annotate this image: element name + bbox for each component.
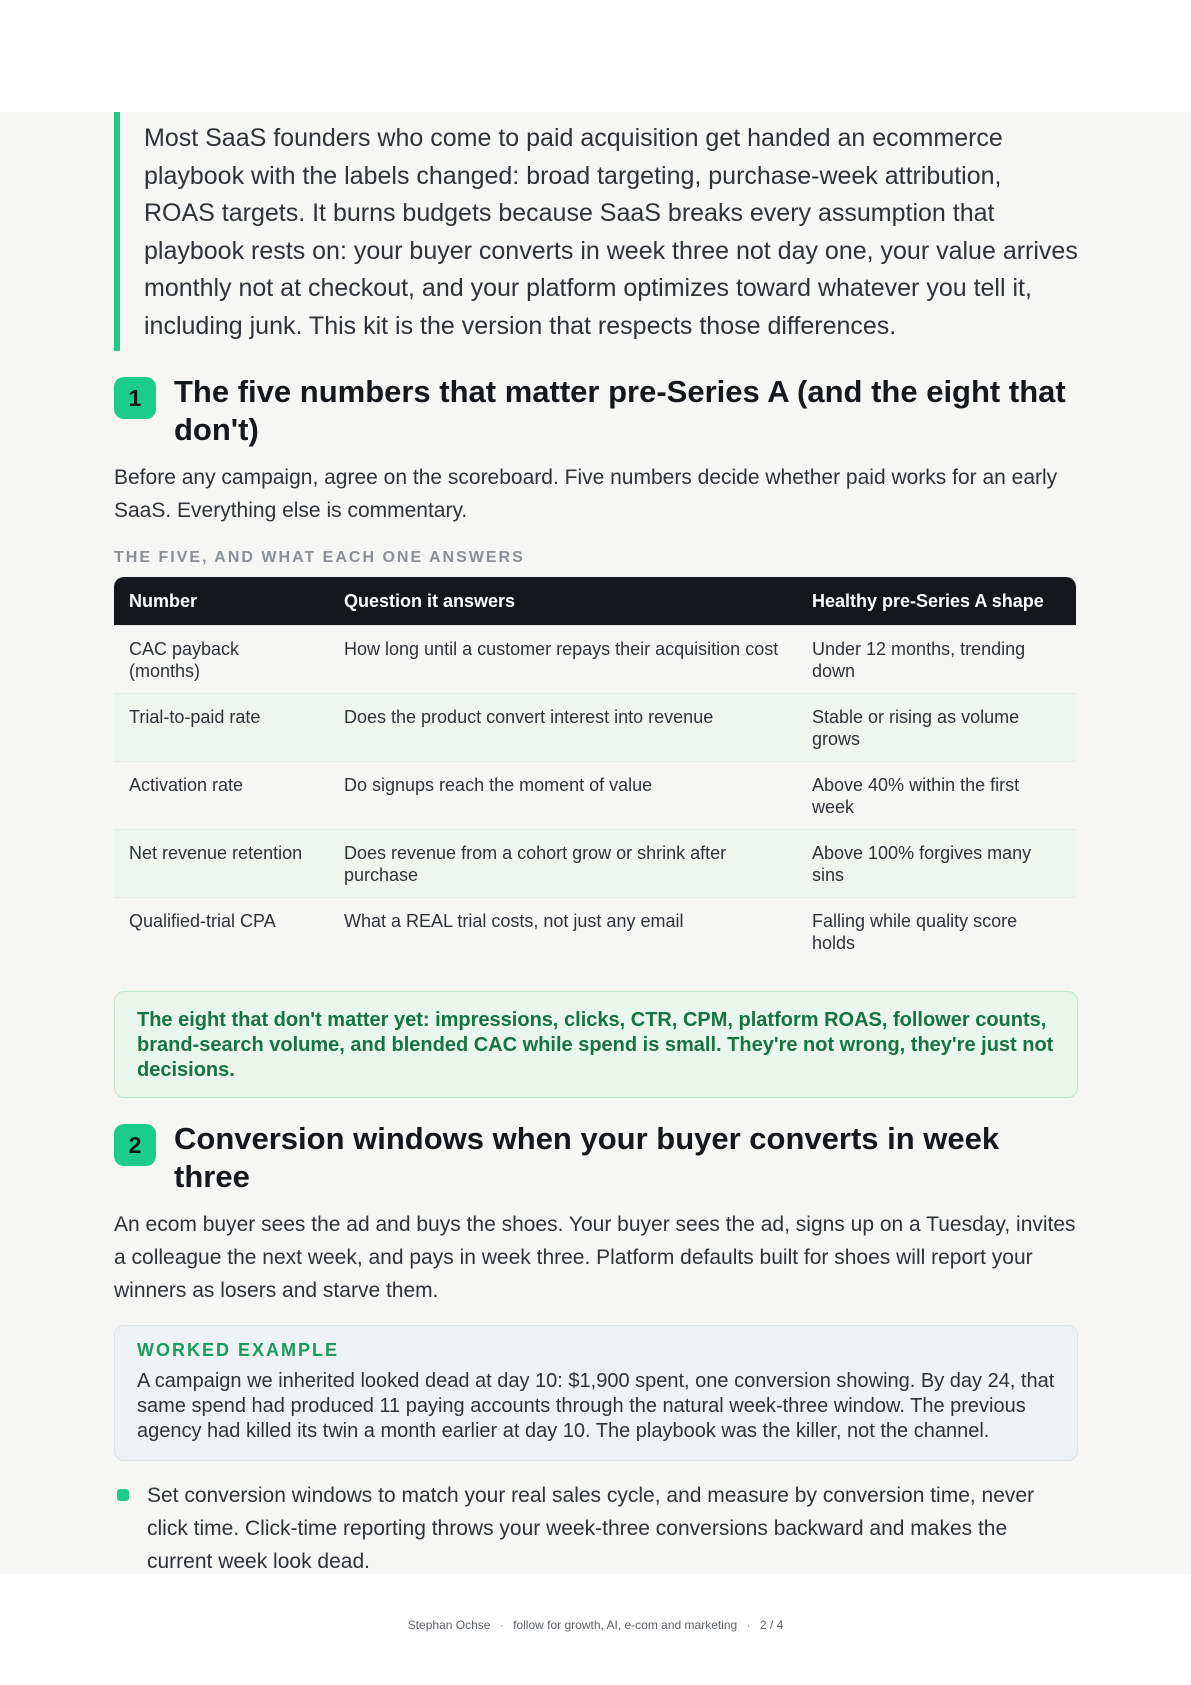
table-cell: How long until a customer repays their acquisition cost — [329, 626, 797, 694]
section-title: The five numbers that matter pre-Series A (and the eight that don't) — [174, 374, 1066, 447]
table-row — [114, 762, 1076, 830]
bullet-text: Set conversion windows to match your real sales cycle, and measure by conversion time, never click time. Click-time reporting throws your week-three conversions backward and makes the current week look dead. — [147, 1484, 1035, 1573]
intro-quote: Most SaaS founders who come to paid acquisition get handed an ecommerce playbook with the labels changed: broad targeting, purchase-week attribution, ROAS targets. It burns budgets because SaaS breaks every assumption that playbook rests on: your buyer converts in week three not day one, your value arrives monthly not at checkout, and your platform optimizes toward whatever you tell it, including junk. This kit is the version that respects those differences. — [114, 112, 1078, 351]
table-cell: Falling while quality score holds — [797, 898, 1076, 966]
table-cell: Above 40% within the first week — [797, 762, 1076, 830]
worked-example-text: A campaign we inherited looked dead at day 10: $1,900 spent, one conversion showing. By day 24, that same spend had produced 11 paying accounts through the natural week-three window. The previous agency had killed its twin a month earlier at day 10. The playbook was the killer, not the channel. — [137, 1370, 1055, 1442]
table-row — [114, 694, 1076, 762]
worked-example-label: WORKED EXAMPLE — [137, 1340, 340, 1360]
table-row — [114, 898, 1076, 966]
bullet-square-icon — [117, 1489, 129, 1501]
table-cell: Does the product convert interest into revenue — [329, 694, 797, 762]
column-header: Question it answers — [329, 577, 797, 626]
list-item — [114, 1479, 1078, 1578]
section-1-body: Before any campaign, agree on the scoreboard. Five numbers decide whether paid works for an early SaaS. Everything else is commentary. — [114, 466, 1058, 522]
section-2-heading — [114, 1120, 1078, 1196]
table-caption: THE FIVE, AND WHAT EACH ONE ANSWERS — [114, 549, 525, 566]
table-cell: Stable or rising as volume grows — [797, 694, 1076, 762]
table-cell: Trial-to-paid rate — [114, 694, 329, 762]
worked-example-box — [114, 1325, 1078, 1461]
table-header-row — [114, 577, 1076, 626]
footer-separator: · — [746, 1618, 751, 1632]
section-1-heading — [114, 373, 1078, 449]
section-number-badge: 2 — [114, 1124, 156, 1166]
footer-tagline: follow for growth, AI, e-com and marketing — [513, 1618, 738, 1632]
table-cell: Under 12 months, trending down — [797, 626, 1076, 694]
callout-box: The eight that don't matter yet: impressions, clicks, CTR, CPM, platform ROAS, follower counts, brand-search volume, and blended CAC while spend is small. They're not wrong, they're just not decisions. — [114, 991, 1078, 1098]
page-number: 2 / 4 — [759, 1618, 784, 1632]
section-number-badge: 1 — [114, 377, 156, 419]
table-row — [114, 626, 1076, 694]
page-content — [114, 112, 1078, 1578]
table-cell: CAC payback (months) — [114, 626, 329, 694]
table-row — [114, 830, 1076, 898]
section-2-body: An ecom buyer sees the ad and buys the shoes. Your buyer sees the ad, signs up on a Tuesday, invites a colleague the next week, and pays in week three. Platform defaults built for shoes will report your winners as losers and starve them. — [114, 1213, 1076, 1302]
table-cell: Above 100% forgives many sins — [797, 830, 1076, 898]
column-header: Number — [114, 577, 329, 626]
metrics-table — [114, 577, 1076, 965]
footer-separator: · — [499, 1618, 504, 1632]
table-cell: What a REAL trial costs, not just any email — [329, 898, 797, 966]
table-cell: Do signups reach the moment of value — [329, 762, 797, 830]
footer-author: Stephan Ochse — [407, 1618, 491, 1632]
page-footer — [0, 1618, 1191, 1632]
column-header: Healthy pre-Series A shape — [797, 577, 1076, 626]
section-title: Conversion windows when your buyer converts in week three — [174, 1121, 1000, 1194]
table-cell: Activation rate — [114, 762, 329, 830]
table-cell: Qualified-trial CPA — [114, 898, 329, 966]
table-cell: Does revenue from a cohort grow or shrink after purchase — [329, 830, 797, 898]
table-cell: Net revenue retention — [114, 830, 329, 898]
